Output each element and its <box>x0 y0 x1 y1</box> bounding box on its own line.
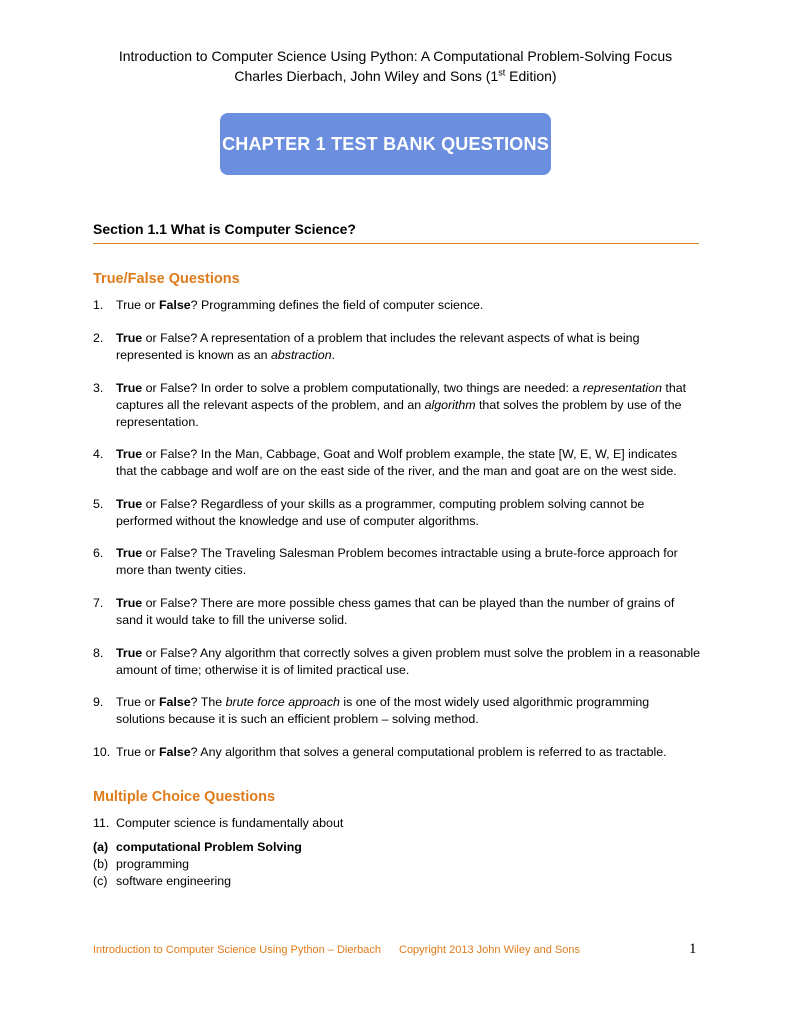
true-word: True <box>116 695 142 709</box>
option-label: (c) <box>93 874 108 888</box>
answer-true: True <box>116 381 143 395</box>
question-body: or False? There are more possible chess games that can be played than the number of grains of sand it would take to fill the universe solid. <box>116 596 675 627</box>
author-publisher-text: Charles Dierbach, John Wiley and Sons (1 <box>234 68 499 84</box>
italic-term: algorithm <box>424 398 476 412</box>
book-title: Introduction to Computer Science Using Python: A Computational Problem-Solving Focus <box>118 48 673 64</box>
question-number: 5. <box>93 497 104 511</box>
question-11 <box>93 815 701 832</box>
question-body: ? Programming defines the field of computer science. <box>190 298 484 312</box>
footer-copyright: Copyright 2013 John Wiley and Sons <box>399 944 580 956</box>
question-number: 4. <box>93 447 104 461</box>
or-word: or <box>144 695 156 709</box>
answer-false: False <box>158 695 191 709</box>
footer-title: Introduction to Computer Science Using Python – Dierbach <box>93 944 381 956</box>
true-word: True <box>116 745 142 759</box>
question-body: or False? A representation of a problem that includes the relevant aspects of what is being represented is known as an <box>116 331 640 362</box>
or-word: or <box>144 298 156 312</box>
answer-true: True <box>116 596 143 610</box>
true-word: True <box>116 298 142 312</box>
true-false-heading: True/False Questions <box>93 271 240 287</box>
option-b <box>93 856 189 873</box>
edition-text: Edition) <box>505 68 557 84</box>
question-7 <box>93 595 701 629</box>
question-text <box>116 595 701 629</box>
question-body: or False? In order to solve a problem computationally, two things are needed: a <box>142 381 583 395</box>
question-number: 9. <box>93 695 104 709</box>
option-c <box>93 873 231 890</box>
multiple-choice-heading: Multiple Choice Questions <box>93 789 276 805</box>
question-body: . <box>331 348 336 362</box>
answer-false: False <box>158 745 191 759</box>
question-text: Computer science is fundamentally about <box>116 816 344 830</box>
option-text: computational Problem Solving <box>116 840 302 854</box>
answer-false: False <box>158 298 191 312</box>
answer-true: True <box>116 447 143 461</box>
question-text <box>116 330 701 364</box>
question-number: 1. <box>93 298 104 312</box>
question-1 <box>93 297 701 314</box>
question-body: ? The <box>190 695 226 709</box>
question-text <box>116 545 701 579</box>
question-10 <box>93 744 701 761</box>
question-8 <box>93 645 701 679</box>
question-number: 11. <box>93 816 110 830</box>
question-4 <box>93 446 701 480</box>
question-body: that solves the problem by use of the representation. <box>116 398 682 429</box>
question-number: 10. <box>93 745 111 759</box>
question-text <box>116 744 701 761</box>
author-publisher <box>0 66 791 86</box>
question-text <box>116 645 701 679</box>
section-title: Section 1.1 What is Computer Science? <box>93 221 356 237</box>
question-number: 8. <box>93 646 104 660</box>
answer-true: True <box>116 546 143 560</box>
or-word: or <box>144 745 156 759</box>
question-text <box>116 380 701 431</box>
italic-term: abstraction <box>270 348 332 362</box>
section-divider <box>93 243 699 244</box>
option-label: (a) <box>93 840 109 854</box>
question-body: or False? Regardless of your skills as a programmer, computing problem solving cannot be performed without the knowledge and use of computer algorithms. <box>116 497 645 528</box>
document-header <box>0 46 791 86</box>
question-body: ? Any algorithm that solves a general computational problem is referred to as tractable. <box>190 745 667 759</box>
edition-superscript: st <box>498 67 506 78</box>
question-text <box>116 694 701 728</box>
question-text <box>116 496 701 530</box>
question-number: 2. <box>93 331 104 345</box>
question-body: that captures all the relevant aspects of the problem, and an <box>116 381 687 412</box>
question-number: 7. <box>93 596 104 610</box>
question-number: 6. <box>93 546 104 560</box>
italic-term: representation <box>582 381 662 395</box>
question-body: or False? Any algorithm that correctly solves a given problem must solve the problem in a reasonable amount of time; otherwise it is of limited practical use. <box>116 646 701 677</box>
answer-true: True <box>116 497 143 511</box>
italic-term: brute force approach <box>225 695 340 709</box>
option-a <box>93 839 302 856</box>
question-3 <box>93 380 701 431</box>
chapter-banner: CHAPTER 1 TEST BANK QUESTIONS <box>220 113 551 175</box>
option-text: software engineering <box>116 874 232 888</box>
question-2 <box>93 330 701 364</box>
question-body: or False? The Traveling Salesman Problem becomes intractable using a brute-force approach for more than twenty cities. <box>116 546 678 577</box>
question-body: or False? In the Man, Cabbage, Goat and Wolf problem example, the state [W, E, W, E] indicates that the cabbage and wolf are on the east side of the river, and the man and goat are on the west side. <box>116 447 678 478</box>
answer-true: True <box>116 331 143 345</box>
answer-true: True <box>116 646 143 660</box>
question-6 <box>93 545 701 579</box>
question-number: 3. <box>93 381 104 395</box>
question-9 <box>93 694 701 728</box>
page-footer <box>93 944 580 956</box>
question-text <box>116 297 701 314</box>
page-number: 1 <box>689 941 697 957</box>
option-text: programming <box>116 857 189 871</box>
question-body: is one of the most widely used algorithmic programming solutions because it is such an efficient problem – solving method. <box>116 695 650 726</box>
option-label: (b) <box>93 857 109 871</box>
question-text <box>116 446 701 480</box>
question-5 <box>93 496 701 530</box>
